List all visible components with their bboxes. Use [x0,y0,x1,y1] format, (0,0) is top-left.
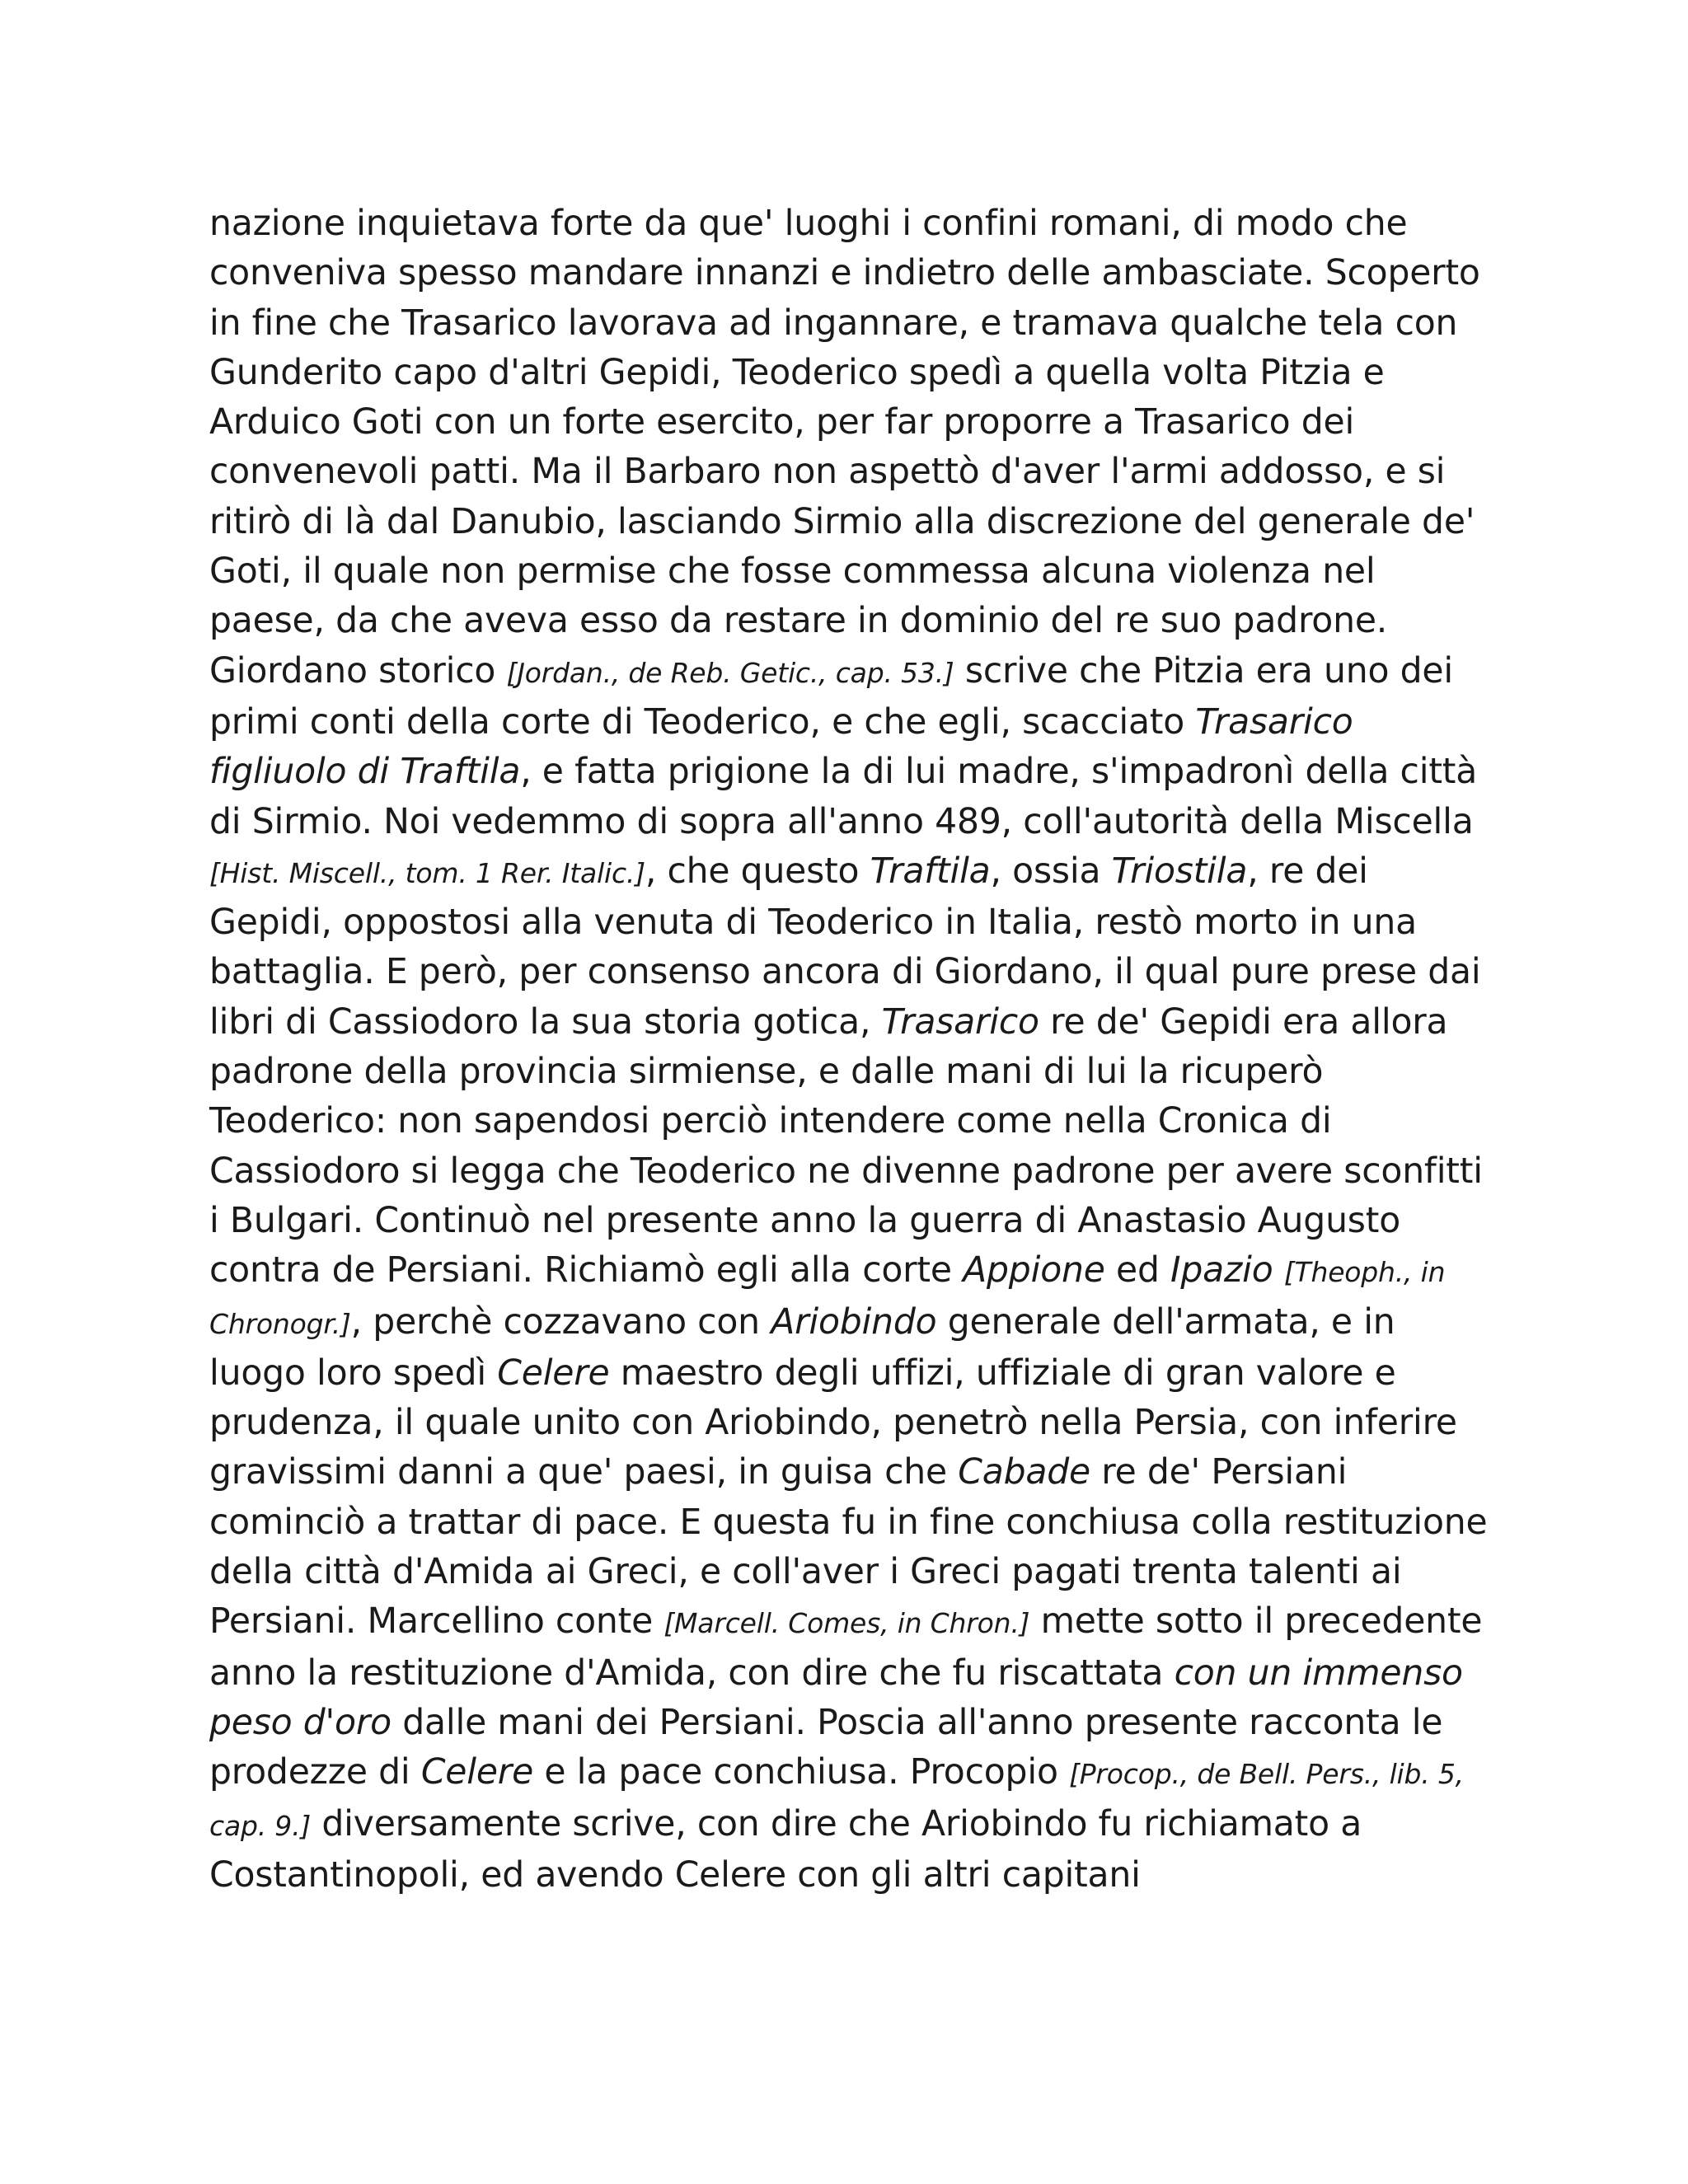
italic-run: Appione [963,1250,1105,1291]
text-run: re de' Gepidi era allora padrone della provincia sirmiense, e dalle mani di lui la ricuperò Teoderico: non sapendosi perciò intendere come nella Cronica di Cassiodoro si legga che Teoderico ne divenne padrone per avere sconfitti i Bulgari. Continuò nel presente anno la guerra di Anastasio Augusto contra de Persiani. Richiamò egli alla corte [209,1001,1483,1291]
italic-run: Ipazio [1170,1250,1273,1291]
text-run: dalle mani dei Persiani. Poscia all'anno presente racconta le prodezze di [209,1702,1443,1793]
text-run: , che questo [645,851,870,892]
text-run: nazione inquietava forte da que' luoghi i confini romani, di modo che conveniva spesso mandare innanzi e indietro delle ambasciate. Scoperto in fine che Trasarico lavorava ad ingannare, e tramava qualche tela con Gunderito capo d'altri Gepidi, Teoderico spedì a quella volta Pitzia e Arduico Goti con un forte esercito, per far proporre a Trasarico dei convenevoli patti. Ma il Barbaro non aspettò d'aver l'armi addosso, e si ritirò di là dal Danubio, lasciando Sirmio alla discrezione del generale de' Goti, il quale non permise che fosse commessa alcuna violenza nel paese, da che aveva esso da restare in dominio del re suo padrone. Giordano storico [209,204,1480,691]
text-run: e la pace conchiusa. Procopio [533,1752,1070,1793]
italic-run: Celere [497,1352,610,1394]
citation: [Theoph., in Chronogr.] [209,1256,1446,1340]
italic-run: Ariobindo [771,1301,937,1343]
citation: [Marcell. Comes, in Chron.] [663,1607,1030,1640]
citation: [Hist. Miscell., tom. 1 Rer. Italic.] [209,856,645,889]
italic-run: Cabade [958,1452,1090,1493]
text-run: , perchè cozzavano con [350,1301,771,1343]
text-run: diversamente scrive, con dire che Ariobindo fu richiamato a Costantinopoli, ed avendo Celere con gli altri capitani [209,1803,1362,1896]
italic-run: Trasarico figliuolo di Traftila [209,701,1353,793]
text-run: maestro degli uffizi, uffiziale di gran valore e prudenza, il quale unito con Ariobindo, penetrò nella Persia, con inferire gravissimi danni a que' paesi, in guisa che [209,1352,1457,1493]
italic-run: Triostila [1111,851,1248,892]
text-run: , e fatta prigione la di lui madre, s'impadronì della città di Sirmio. Noi vedemmo di sopra all'anno 489, coll'autorità della Miscella [209,752,1478,842]
italic-run: Traftila [870,851,991,892]
italic-run: Celere [420,1752,534,1793]
italic-run: con un immenso peso d'oro [209,1652,1463,1743]
body-paragraph [209,199,1495,1900]
text-run: scrive che Pitzia era uno dei primi conti della corte di Teoderico, e che egli, scacciato [209,650,1453,743]
text-run: re de' Persiani cominciò a trattar di pace. E questa fu in fine conchiusa colla restituzione della città d'Amida ai Greci, e coll'aver i Greci pagati trenta talenti ai Persiani. Marcellino conte [209,1452,1488,1643]
citation: [Jordan., de Reb. Getic., cap. 53.] [506,656,954,689]
text-run: , re dei Gepidi, oppostosi alla venuta di Teoderico in Italia, restò morto in una battaglia. E però, per consenso ancora di Giordano, il qual pure prese dai libri di Cassiodoro la sua storia gotica, [209,851,1481,1043]
text-run: ed [1104,1250,1171,1291]
citation: [Procop., de Bell. Pers., lib. 5, cap. 9.] [209,1758,1464,1842]
text-run: generale dell'armata, e in luogo loro spedì [209,1301,1395,1394]
page-body [209,199,1495,1900]
italic-run: Trasarico [881,1001,1039,1043]
text-run: , ossia [990,851,1112,892]
text-run [1273,1250,1284,1291]
text-run: mette sotto il precedente anno la restituzione d'Amida, con dire che fu riscattata [209,1601,1483,1694]
